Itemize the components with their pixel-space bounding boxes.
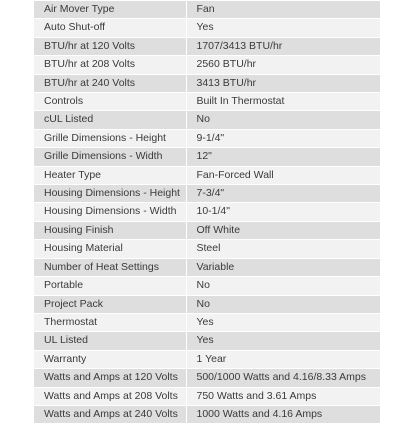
- table-row: [34, 332, 380, 350]
- spec-label: Air Mover Type: [34, 1, 186, 19]
- spec-label: Watts and Amps at 120 Volts: [34, 369, 186, 387]
- table-row: [34, 56, 380, 74]
- spec-label: Thermostat: [34, 313, 186, 331]
- spec-value: 1 Year: [186, 350, 380, 368]
- spec-label: Grille Dimensions - Width: [34, 148, 186, 166]
- spec-label: Housing Dimensions - Width: [34, 203, 186, 221]
- spec-label: Housing Dimensions - Height: [34, 185, 186, 203]
- spec-value: 1000 Watts and 4.16 Amps: [186, 405, 380, 423]
- spec-label: Controls: [34, 93, 186, 111]
- spec-value: Built In Thermostat: [186, 93, 380, 111]
- table-row: [34, 277, 380, 295]
- spec-value: 10-1/4": [186, 203, 380, 221]
- table-row: [34, 313, 380, 331]
- table-row: [34, 203, 380, 221]
- table-row: [34, 258, 380, 276]
- spec-label: Number of Heat Settings: [34, 258, 186, 276]
- spec-value: No: [186, 295, 380, 313]
- spec-value: No: [186, 277, 380, 295]
- table-row: [34, 369, 380, 387]
- table-row: [34, 1, 380, 19]
- spec-label: Project Pack: [34, 295, 186, 313]
- spec-label: Housing Finish: [34, 221, 186, 239]
- spec-label: Watts and Amps at 240 Volts: [34, 405, 186, 423]
- spec-value: Yes: [186, 332, 380, 350]
- spec-value: 500/1000 Watts and 4.16/8.33 Amps: [186, 369, 380, 387]
- table-row: [34, 166, 380, 184]
- table-row: [34, 185, 380, 203]
- spec-value: Yes: [186, 19, 380, 37]
- spec-value: 750 Watts and 3.61 Amps: [186, 387, 380, 405]
- spec-label: cUL Listed: [34, 111, 186, 129]
- spec-label: Heater Type: [34, 166, 186, 184]
- table-row: [34, 350, 380, 368]
- spec-label: Housing Material: [34, 240, 186, 258]
- table-row: [34, 240, 380, 258]
- spec-label: Warranty: [34, 350, 186, 368]
- spec-value: Off White: [186, 221, 380, 239]
- table-row: [34, 295, 380, 313]
- table-row: [34, 19, 380, 37]
- table-row: [34, 148, 380, 166]
- spec-value: 1707/3413 BTU/hr: [186, 37, 380, 55]
- table-row: [34, 111, 380, 129]
- table-row: [34, 93, 380, 111]
- spec-label: BTU/hr at 208 Volts: [34, 56, 186, 74]
- spec-label: Grille Dimensions - Height: [34, 129, 186, 147]
- spec-label: BTU/hr at 120 Volts: [34, 37, 186, 55]
- spec-value: 7-3/4": [186, 185, 380, 203]
- spec-value: Fan: [186, 1, 380, 19]
- spec-label: BTU/hr at 240 Volts: [34, 74, 186, 92]
- specifications-table: [34, 1, 380, 424]
- table-row: [34, 74, 380, 92]
- spec-value: 2560 BTU/hr: [186, 56, 380, 74]
- spec-value: Variable: [186, 258, 380, 276]
- spec-label: Portable: [34, 277, 186, 295]
- spec-value: Fan-Forced Wall: [186, 166, 380, 184]
- table-row: [34, 387, 380, 405]
- table-row: [34, 221, 380, 239]
- spec-value: Yes: [186, 313, 380, 331]
- spec-label: Auto Shut-off: [34, 19, 186, 37]
- spec-label: Watts and Amps at 208 Volts: [34, 387, 186, 405]
- spec-value: 9-1/4": [186, 129, 380, 147]
- specifications-table-body: [34, 1, 380, 424]
- spec-value: Steel: [186, 240, 380, 258]
- spec-value: 12": [186, 148, 380, 166]
- spec-value: No: [186, 111, 380, 129]
- spec-label: UL Listed: [34, 332, 186, 350]
- table-row: [34, 37, 380, 55]
- spec-value: 3413 BTU/hr: [186, 74, 380, 92]
- table-row: [34, 129, 380, 147]
- table-row: [34, 405, 380, 423]
